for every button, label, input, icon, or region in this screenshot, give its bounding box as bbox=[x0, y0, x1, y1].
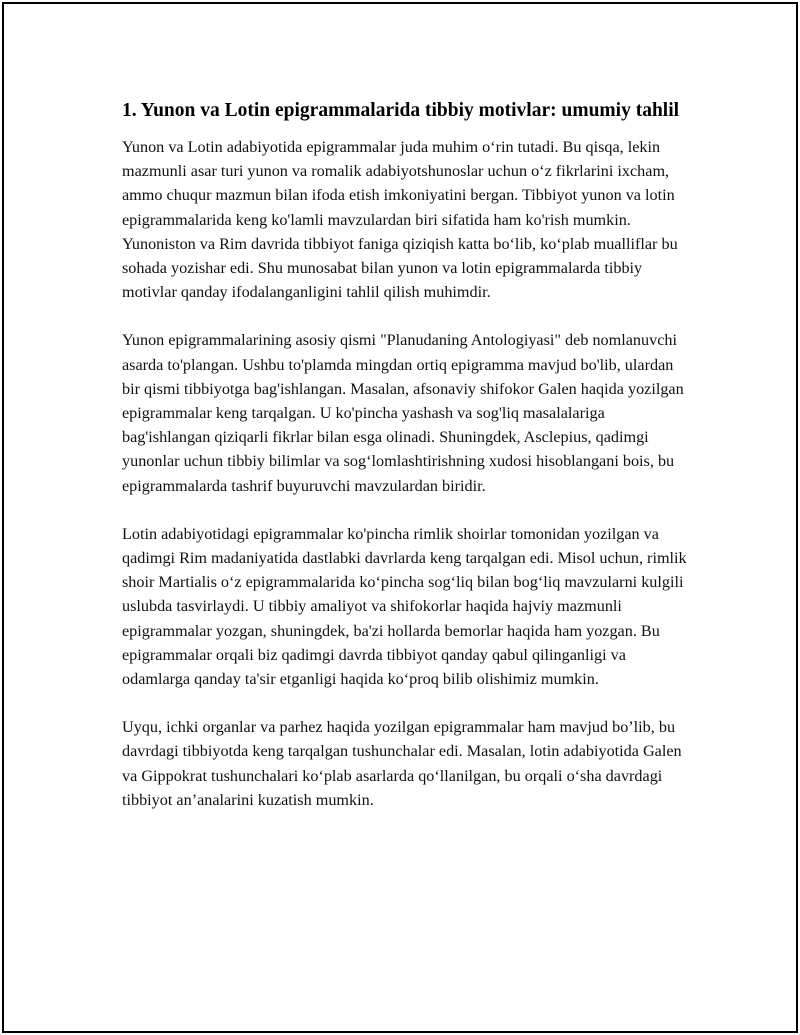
page-frame bbox=[2, 2, 798, 1033]
section-heading: 1. Yunon va Lotin epigrammalarida tibbiy motivlar: umumiy tahlil bbox=[122, 100, 680, 121]
paragraph-2: Yunon epigrammalarining asosiy qismi "Planudaning Antologiyasi" deb nomlanuvchi asarda to'plangan. Ushbu to'plamda mingdan ortiq epigramma mavjud bo'lib, ulardan bir qismi tibbiyotga bag'ishlangan. Masalan, afsonaviy shifokor Galen haqida yozilgan epigrammalar keng tarqalgan. U ko'pincha yashash va sog'liq masalalariga bag'ishlangan qiziqarli fikrlar bilan esga olinadi. Shuningdek, Asclepius, qadimgi yunonlar uchun tibbiy bilimlar va sog‘lomlashtirishning xudosi hisoblangani bois, bu epigrammalarda tashrif buyuruvchi mavzulardan biridir. bbox=[122, 331, 684, 495]
paragraph-4: Uyqu, ichki organlar va parhez haqida yozilgan epigrammalar ham mavjud bo’lib, bu davrdagi tibbiyotda keng tarqalgan tushunchalar edi. Masalan, lotin adabiyotida Galen va Gippokrat tushunchalari ko‘plab asarlarda qo‘llanilgan, bu orqali o‘sha davrdagi tibbiyot an’analarini kuzatish mumkin. bbox=[122, 718, 682, 809]
paragraph-3: Lotin adabiyotidagi epigrammalar ko'pincha rimlik shoirlar tomonidan yozilgan va qadimgi Rim madaniyatida dastlabki davrlarda keng tarqalgan edi. Misol uchun, rimlik shoir Martialis o‘z epigrammalarida ko‘pincha sog‘liq bilan bog‘liq mavzularni kulgili uslubda tasvirlaydi. U tibbiy amaliyot va shifokorlar haqida hajviy mazmunli epigrammalar yozgan, shuningdek, ba'zi hollarda bemorlar haqida ham yozgan. Bu epigrammalar orqali biz qadimgi davrda tibbiyot qanday qabul qilinganligi va odamlarga qanday ta'sir etganligi haqida ko‘proq bilib olishimiz mumkin. bbox=[122, 524, 687, 689]
document-body bbox=[122, 96, 688, 836]
paragraph-1: Yunon va Lotin adabiyotida epigrammalar juda muhim o‘rin tutadi. Bu qisqa, lekin mazmunli asar turi yunon va romalik adabiyotshunoslar uchun o‘z fikrlarini ixcham, ammo chuqur mazmun bilan ifoda etish imkoniyatini bergan. Tibbiyot yunon va lotin epigrammalarida keng ko'lamli mavzulardan biri sifatida ham ko'rish mumkin. Yunoniston va Rim davrida tibbiyot faniga qiziqish katta bo‘lib, ko‘plab mualliflar bu sohada yozishar edi. Shu munosabat bilan yunon va lotin epigrammalarda tibbiy motivlar qanday ifodalanganligini tahlil qilish muhimdir. bbox=[122, 138, 678, 302]
